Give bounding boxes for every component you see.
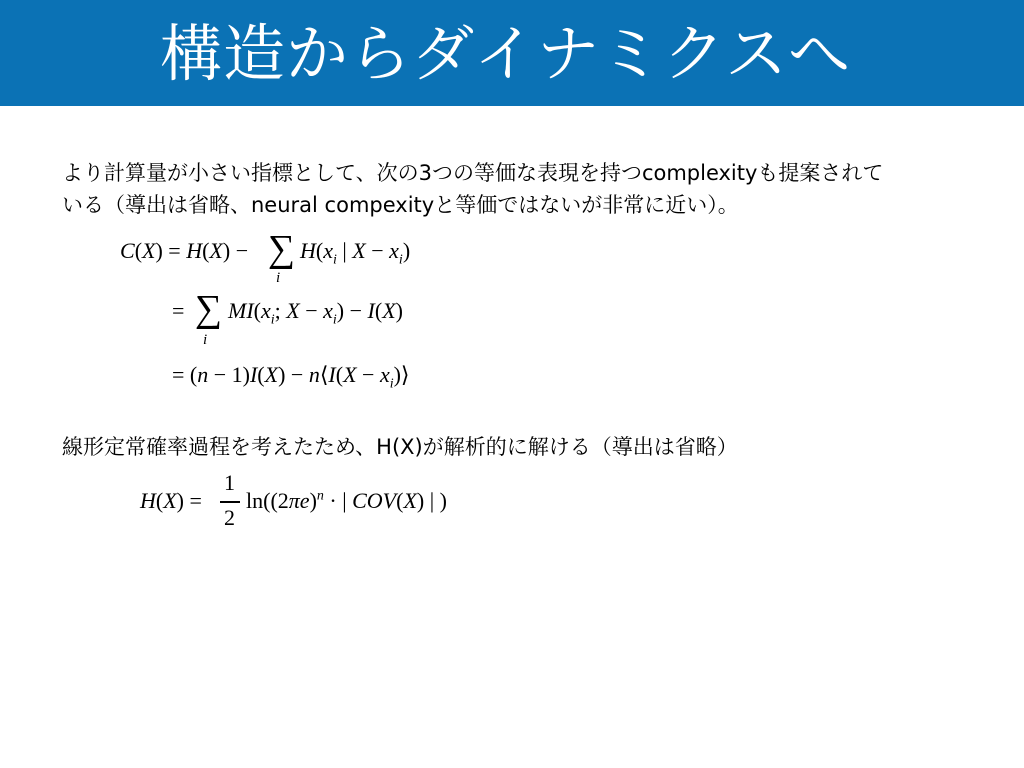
fraction-denominator: 2 bbox=[224, 505, 235, 530]
sum-index: i bbox=[276, 270, 281, 286]
equation-1-lhs: C(X) = H(X) − bbox=[120, 238, 249, 263]
equation-3: = (n − 1)I(X) − n⟨I(X − $x_i)⟩$ bbox=[172, 362, 410, 392]
fraction-bar bbox=[220, 501, 240, 503]
paragraph-line-2: いる（導出は省略、neural compexityと等価ではないが非常に近い）。 bbox=[62, 193, 739, 217]
equation-2-equals: = bbox=[172, 298, 185, 323]
equation-1-rhs: $H(x_i$ | $X - x_i$) bbox=[300, 238, 411, 268]
title-bar bbox=[0, 0, 1024, 106]
fraction-numerator: 1 bbox=[224, 470, 235, 495]
paragraph-line-1: より計算量が小さい指標として、次の3つの等価な表現を持つcomplexityも提案されて bbox=[62, 161, 884, 185]
sum-symbol: ∑ bbox=[268, 228, 296, 270]
slide-title: 構造からダイナミクスへ bbox=[160, 17, 852, 90]
equation-4-lhs: H(X) = bbox=[140, 488, 202, 513]
equation-4-rhs: $\ln((2\pi e)^n$ · | COV(X) | ) bbox=[246, 488, 447, 513]
sum-symbol-2: ∑ bbox=[195, 288, 223, 330]
sum-index-2: i bbox=[203, 332, 208, 348]
equation-2-rhs: $MI(x_i$; $X - x_i) - I(X)$ bbox=[228, 298, 403, 328]
paragraph-2: 線形定常確率過程を考えたため、H(X)が解析的に解ける（導出は省略） bbox=[62, 435, 738, 459]
